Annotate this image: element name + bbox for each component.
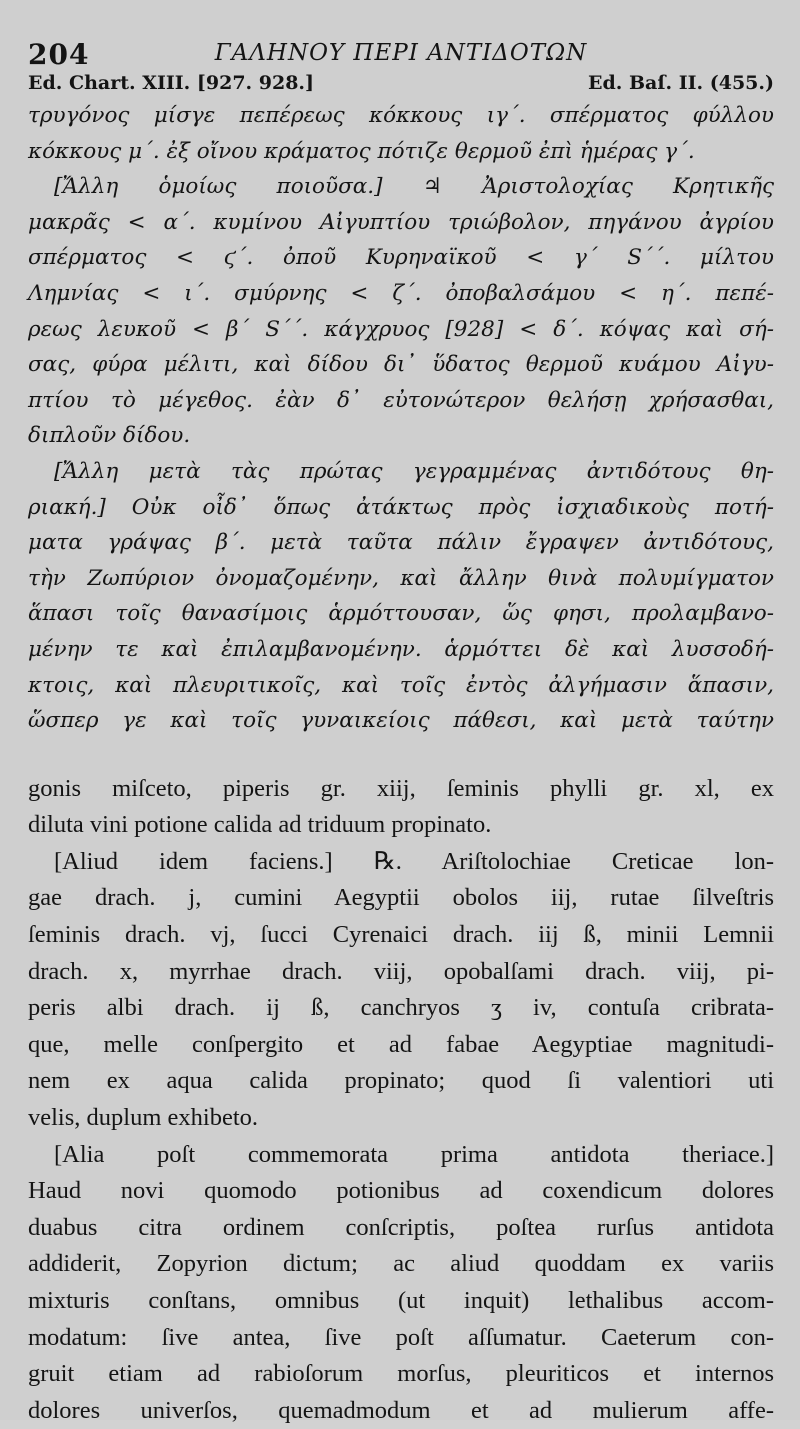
greek-line: κτοις, καὶ πλευριτικοῖς, καὶ τοῖς ἐντὸς ἀλγήμασιν ἅπασιν, — [28, 672, 774, 698]
greek-line: τὴν Ζωπύριον ὀνομαζομένην, καὶ ἄλλην θινὰ πολυμίγματον — [28, 565, 774, 591]
latin-line: [Alia poſt commemorata prima antidota theriace.] — [54, 1140, 774, 1168]
latin-line: gae drach. j, cumini Aegyptii obolos iij, rutae ſilveſtris — [28, 884, 774, 912]
latin-line: drach. x, myrrhae drach. viij, opobalſami drach. viij, pi- — [28, 957, 774, 985]
greek-line: τρυγόνος μίσγε πεπέρεως κόκκους ιγ΄. σπέρματος φύλλου — [28, 103, 774, 128]
latin-line: duabus citra ordinem conſcriptis, poſtea rurſus antidota — [28, 1213, 774, 1241]
greek-line: πτίου τὸ μέγεθος. ἐὰν δ᾽ εὐτονώτερον θελήσῃ χρήσασθαι, — [28, 387, 774, 413]
latin-line: addiderit, Zopyrion dictum; ac aliud quoddam ex variis — [28, 1250, 774, 1278]
edition-reference-left: Ed. Chart. XIII. [927. 928.] — [28, 72, 315, 94]
latin-line: dolores univerſos, quemadmodum et ad mulierum affe- — [28, 1396, 774, 1424]
greek-line: ρεως λευκοῦ < β΄ S΄΄. κάγχρυος [928] < δ΄. κόψας καὶ σή- — [28, 316, 774, 342]
greek-line: σας, φύρα μέλιτι, καὶ δίδου δι᾽ ὕδατος θερμοῦ κυάμου Αἰγυ- — [28, 352, 774, 378]
greek-line: ματα γράψας β΄. μετὰ ταῦτα πάλιν ἔγραψεν ἀντιδότους, — [28, 530, 774, 556]
greek-line: κόκκους μ΄. ἐξ οἴνου κράματος πότιζε θερμοῦ ἐπὶ ἡμέρας γ΄. — [28, 138, 695, 164]
greek-line: διπλοῦν δίδου. — [28, 423, 191, 449]
latin-text-block — [28, 771, 774, 1429]
latin-line: [Aliud idem faciens.] ℞. Ariſtolochiae Creticae lon- — [54, 847, 774, 875]
latin-line: nem ex aqua calida propinato; quod ſi valentiori uti — [28, 1067, 774, 1095]
edition-line — [28, 68, 774, 98]
greek-line: σπέρματος < ϛ΄. ὀποῦ Κυρηναϊκοῦ < γ΄ S΄΄. μίλτου — [28, 245, 774, 271]
greek-text-block — [28, 98, 774, 739]
page-number: 204 — [28, 38, 90, 71]
greek-line: Λημνίας < ι΄. σμύρνης < ζ΄. ὀποβαλσάμου < η΄. πεπέ- — [28, 280, 774, 306]
latin-line: Haud novi quomodo potionibus ad coxendicum dolores — [28, 1177, 774, 1205]
latin-line: gruit etiam ad rabioſorum morſus, pleuriticos et internos — [28, 1360, 774, 1388]
greek-line: μένην τε καὶ ἐπιλαμβανομένην. ἁρμόττει δὲ καὶ λυσσοδή- — [28, 636, 774, 662]
greek-line: ριακή.] Οὐκ οἶδ᾽ ὅπως ἀτάκτως πρὸς ἰσχιαδικοὺς ποτή- — [28, 494, 774, 520]
edition-reference-right: Ed. Baſ. II. (455.) — [587, 72, 774, 94]
greek-line: ὥσπερ γε καὶ τοῖς γυναικείοις πάθεσι, καὶ μετὰ ταύτην — [28, 708, 774, 734]
greek-line: [Ἄλλη μετὰ τὰς πρώτας γεγραμμένας ἀντιδότους θη- — [54, 458, 774, 484]
latin-line: que, melle conſpergito et ad fabae Aegyptiae magnitudi- — [28, 1030, 774, 1058]
latin-line: gonis miſceto, piperis gr. xiij, ſeminis phylli gr. xl, ex — [28, 774, 774, 802]
running-head — [28, 34, 774, 71]
latin-line: modatum: ſive antea, ſive poſt aſſumatur. Caeterum con- — [28, 1323, 774, 1351]
greek-line: [Ἄλλη ὁμοίως ποιοῦσα.] ♃ Ἀριστολοχίας Κρητικῆς — [54, 174, 774, 200]
latin-line: diluta vini potione calida ad triduum propinato. — [28, 811, 492, 839]
latin-line: ſeminis drach. vj, ſucci Cyrenaici drach. iij ß, minii Lemnii — [28, 921, 774, 949]
running-title: ΓΑΛΗΝΟΥ ΠΕΡΙ ΑΝΤΙΔΟΤΩΝ — [214, 40, 588, 66]
latin-line: velis, duplum exhibeto. — [28, 1104, 258, 1132]
latin-line: peris albi drach. ij ß, canchryos ʒ iv, contuſa cribrata- — [28, 994, 774, 1022]
greek-line: ἅπασι τοῖς θανασίμοις ἁρμόττουσαν, ὥς φησι, προλαμβανο- — [28, 601, 774, 627]
greek-line: μακρᾶς < α΄. κυμίνου Αἰγυπτίου τριώβολον, πηγάνου ἀγρίου — [28, 209, 774, 235]
latin-line: mixturis conſtans, omnibus (ut inquit) lethalibus accom- — [28, 1287, 774, 1314]
